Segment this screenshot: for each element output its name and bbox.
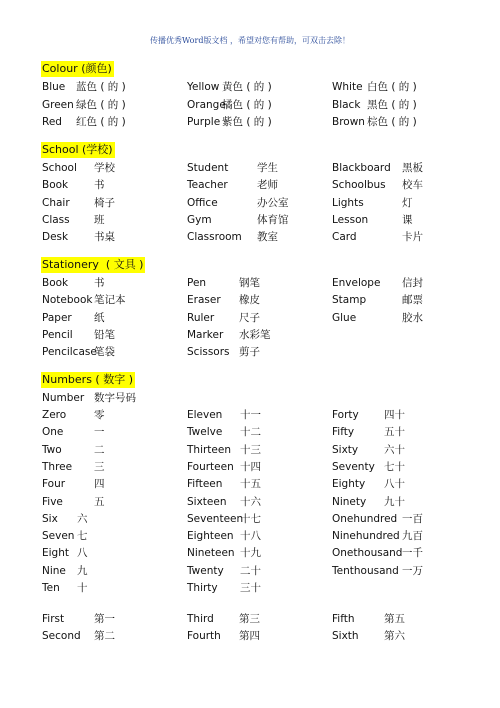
word-english: Stamp: [332, 294, 367, 307]
vocab-row: [0, 97, 500, 113]
word-english: Blackboard: [332, 162, 391, 174]
word-chinese: 黑色 ( 的 ): [367, 98, 417, 111]
word-english: Ruler: [187, 311, 215, 324]
word-english: Three: [42, 460, 73, 473]
word-chinese: 橡皮: [239, 294, 260, 307]
word-english: Thirteen: [187, 443, 231, 456]
word-chinese: 七十: [384, 460, 405, 473]
word-chinese: 班: [94, 213, 105, 226]
vocab-row: [0, 407, 500, 423]
word-english: Green: [42, 98, 74, 111]
vocab-row: [0, 442, 500, 458]
word-chinese: 一百: [402, 512, 423, 525]
word-english: Third: [187, 613, 214, 625]
word-chinese: 第六: [384, 630, 405, 643]
word-english: Eight: [42, 547, 69, 560]
word-english: Eighty: [332, 478, 366, 491]
word-chinese: 胶水: [402, 311, 423, 324]
word-chinese: 十六: [240, 495, 261, 508]
vocab-row: [0, 424, 500, 440]
section-heading-school: School (学校): [42, 143, 113, 156]
word-english: White: [332, 81, 363, 93]
word-chinese: 一千: [402, 547, 423, 560]
word-chinese: 六十: [384, 443, 405, 456]
word-chinese: 橘色 ( 的 ): [222, 98, 272, 111]
word-english: Teacher: [187, 179, 228, 192]
vocab-row: [0, 580, 500, 596]
word-chinese: 四十: [384, 409, 405, 421]
section-heading-stationery: Stationery ( 文具 ): [42, 258, 144, 271]
word-english: Eighteen: [187, 530, 234, 543]
word-english: Fourth: [187, 630, 221, 643]
word-english: Thirty: [187, 582, 218, 594]
word-chinese: 灯: [402, 196, 413, 209]
word-chinese: 第三: [239, 613, 260, 625]
word-chinese: 紫色 ( 的 ): [222, 116, 272, 128]
word-english: Ninehundred: [332, 530, 400, 543]
word-chinese: 铅笔: [94, 328, 115, 341]
word-english: Pencil: [42, 328, 73, 341]
word-chinese: 七: [77, 530, 88, 543]
vocab-row: [0, 528, 500, 544]
word-english: Five: [42, 495, 63, 508]
word-chinese: 十二: [240, 426, 261, 439]
vocab-row: [0, 476, 500, 492]
section-heading-colour: Colour (颜色): [42, 62, 112, 75]
word-chinese: 红色 ( 的 ): [76, 116, 126, 128]
word-english: Pencilcase: [42, 346, 97, 359]
word-english: School: [42, 162, 77, 174]
number-row: [0, 390, 500, 406]
word-english: Office: [187, 196, 218, 209]
word-english: Black: [332, 98, 361, 111]
word-english: Book: [42, 179, 69, 192]
word-english: Chair: [42, 196, 70, 209]
word-chinese: 十三: [240, 443, 261, 456]
word-chinese: 信封: [402, 277, 423, 289]
word-english: Classroom: [187, 231, 242, 244]
word-english: Nineteen: [187, 547, 235, 560]
word-english: Nine: [42, 564, 66, 577]
word-chinese: 老师: [257, 179, 278, 192]
word-english: Ten: [42, 582, 60, 594]
word-chinese: 第五: [384, 613, 405, 625]
word-chinese: 椅子: [94, 196, 115, 209]
word-chinese: 九百: [402, 530, 423, 543]
word-chinese: 纸: [94, 311, 105, 324]
word-chinese: 零: [94, 409, 105, 421]
word-english: Ninety: [332, 495, 367, 508]
vocab-row: [0, 229, 500, 245]
word-chinese: 十一: [240, 409, 261, 421]
word-chinese: 卡片: [402, 231, 423, 244]
word-chinese: 教室: [257, 231, 278, 244]
word-chinese: 书: [94, 179, 105, 192]
word-english: Number: [42, 392, 85, 404]
word-chinese: 三十: [240, 582, 261, 594]
word-english: Glue: [332, 311, 357, 324]
word-english: Sixth: [332, 630, 359, 643]
word-english: Four: [42, 478, 66, 491]
word-english: Book: [42, 277, 69, 289]
vocab-row: [0, 611, 500, 627]
vocab-row: [0, 628, 500, 644]
document-banner: 传播优秀Word版文档 ，希望对您有帮助，可双击去除！: [150, 36, 350, 45]
word-chinese: 课: [402, 213, 413, 226]
vocab-row: [0, 79, 500, 95]
word-english: Notebook: [42, 294, 93, 307]
word-chinese: 白色 ( 的 ): [367, 81, 417, 93]
word-chinese: 一: [94, 426, 105, 439]
word-chinese: 笔记本: [94, 294, 126, 307]
word-english: Brown: [332, 116, 365, 128]
word-english: Tenthousand: [332, 564, 399, 577]
vocab-row: [0, 545, 500, 561]
word-english: Yellow: [187, 81, 220, 93]
word-chinese: 钢笔: [239, 277, 260, 289]
word-chinese: 第四: [239, 630, 260, 643]
word-chinese: 十四: [240, 460, 261, 473]
word-english: Eleven: [187, 409, 223, 421]
word-english: Marker: [187, 328, 224, 341]
word-english: Seven: [42, 530, 75, 543]
word-english: Lesson: [332, 213, 369, 226]
word-english: Gym: [187, 213, 212, 226]
word-chinese: 书: [94, 277, 105, 289]
word-chinese: 蓝色 ( 的 ): [76, 81, 126, 93]
word-english: Paper: [42, 311, 72, 324]
word-chinese: 学生: [257, 162, 278, 174]
vocab-row: [0, 494, 500, 510]
vocab-row: [0, 292, 500, 308]
word-english: First: [42, 613, 65, 625]
word-chinese: 剪子: [239, 346, 260, 359]
word-english: Seventy: [332, 460, 375, 473]
vocab-row: [0, 275, 500, 291]
word-chinese: 邮票: [402, 294, 423, 307]
word-chinese: 数字号码: [94, 392, 136, 404]
word-chinese: 十九: [240, 547, 261, 560]
word-chinese: 第一: [94, 613, 115, 625]
word-chinese: 一万: [402, 564, 423, 577]
word-english: Fifth: [332, 613, 355, 625]
word-english: Second: [42, 630, 81, 643]
word-english: Orange: [187, 98, 226, 111]
word-english: Eraser: [187, 294, 221, 307]
word-english: Envelope: [332, 277, 381, 289]
word-english: Pen: [187, 277, 207, 289]
word-english: Purple: [187, 116, 221, 128]
word-english: Lights: [332, 196, 364, 209]
word-chinese: 办公室: [257, 196, 289, 209]
word-chinese: 学校: [94, 162, 115, 174]
word-chinese: 黄色 ( 的 ): [222, 81, 272, 93]
word-chinese: 十五: [240, 478, 261, 491]
word-chinese: 十七: [240, 512, 261, 525]
vocab-row: [0, 195, 500, 211]
word-chinese: 四: [94, 478, 105, 491]
word-english: Red: [42, 116, 62, 128]
word-english: Fourteen: [187, 460, 234, 473]
word-chinese: 第二: [94, 630, 115, 643]
word-english: Onehundred: [332, 512, 398, 525]
word-english: Twelve: [187, 426, 223, 439]
word-english: Onethousand: [332, 547, 403, 560]
vocab-row: [0, 563, 500, 579]
section-heading-numbers: Numbers ( 数字 ): [42, 373, 133, 386]
vocab-row: [0, 310, 500, 326]
word-english: Scissors: [187, 346, 230, 359]
word-chinese: 八十: [384, 478, 405, 491]
word-chinese: 六: [77, 512, 88, 525]
vocab-row: [0, 511, 500, 527]
word-english: Seventeen: [187, 512, 244, 525]
word-chinese: 绿色 ( 的 ): [76, 98, 126, 111]
word-english: Sixty: [332, 443, 359, 456]
word-english: Two: [42, 443, 62, 456]
word-chinese: 八: [77, 547, 88, 560]
word-english: Twenty: [187, 564, 224, 577]
word-chinese: 校车: [402, 179, 423, 192]
word-chinese: 笔袋: [94, 346, 115, 359]
vocab-row: [0, 160, 500, 176]
word-english: Forty: [332, 409, 359, 421]
word-english: Fifteen: [187, 478, 223, 491]
word-chinese: 五十: [384, 426, 405, 439]
word-english: Six: [42, 512, 58, 525]
word-chinese: 棕色 ( 的 ): [367, 116, 417, 128]
word-chinese: 二: [94, 443, 105, 456]
word-chinese: 十: [77, 582, 88, 594]
word-chinese: 书桌: [94, 231, 115, 244]
word-english: Fifty: [332, 426, 355, 439]
word-chinese: 五: [94, 495, 105, 508]
word-chinese: 十八: [240, 530, 261, 543]
word-english: Zero: [42, 409, 67, 421]
word-english: Class: [42, 213, 70, 226]
vocab-row: [0, 344, 500, 360]
word-chinese: 尺子: [239, 311, 260, 324]
word-chinese: 三: [94, 460, 105, 473]
word-english: Desk: [42, 231, 69, 244]
vocab-row: [0, 327, 500, 343]
vocab-row: [0, 114, 500, 130]
vocab-row: [0, 212, 500, 228]
vocab-row: [0, 459, 500, 475]
word-chinese: 黑板: [402, 162, 423, 174]
word-english: One: [42, 426, 64, 439]
word-chinese: 九十: [384, 495, 405, 508]
word-english: Sixteen: [187, 495, 227, 508]
word-chinese: 体育馆: [257, 213, 289, 226]
word-english: Blue: [42, 81, 66, 93]
word-chinese: 二十: [240, 564, 261, 577]
word-english: Schoolbus: [332, 179, 386, 192]
word-english: Student: [187, 162, 229, 174]
vocab-row: [0, 177, 500, 193]
word-english: Card: [332, 231, 357, 244]
word-chinese: 九: [77, 564, 88, 577]
word-chinese: 水彩笔: [239, 328, 271, 341]
